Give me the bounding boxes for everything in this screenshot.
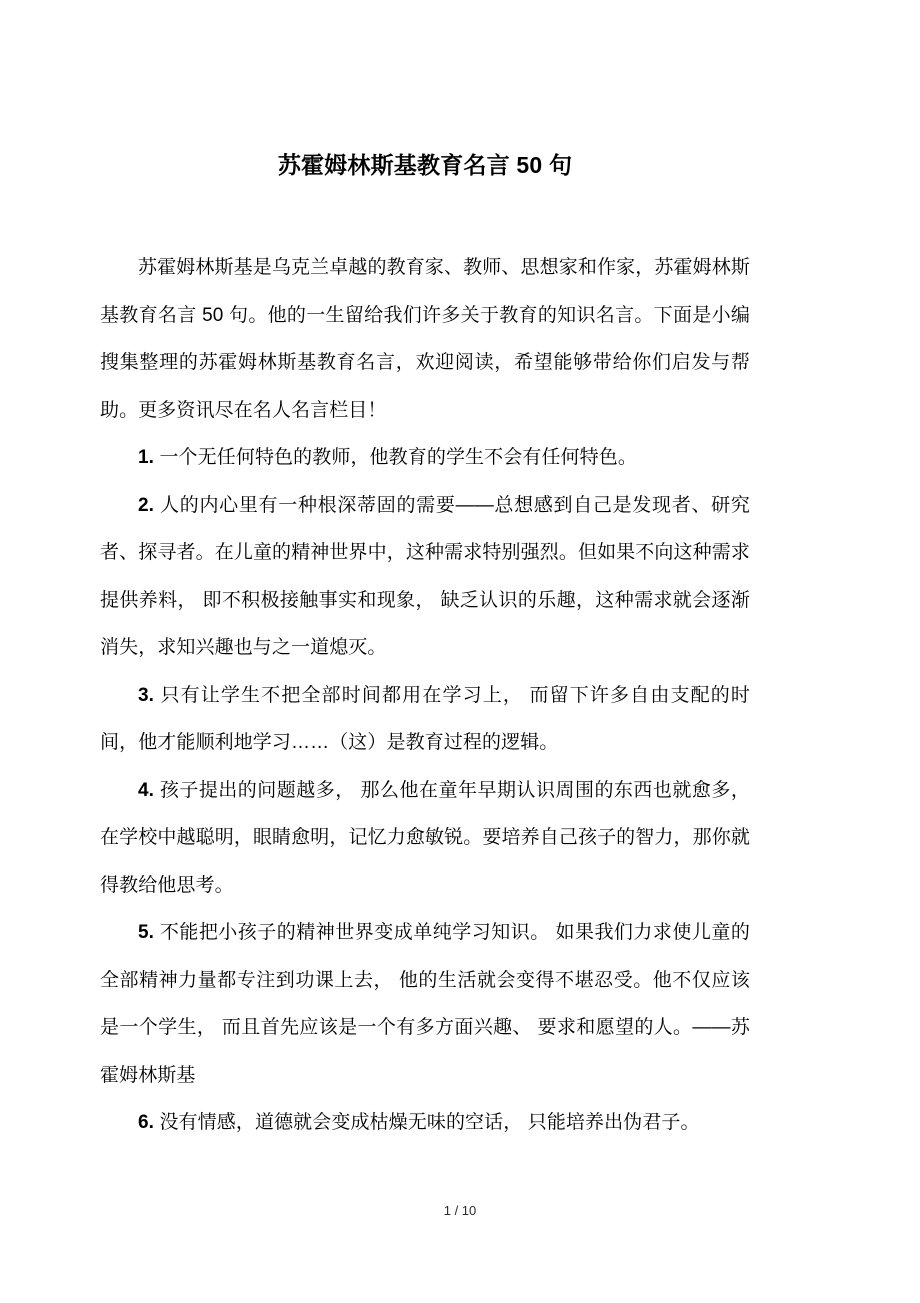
quote-item	[100, 767, 750, 910]
quote-number: 6.	[138, 1112, 155, 1133]
page-number-indicator: 1 / 10	[443, 1203, 477, 1218]
quote-number: 2.	[138, 494, 155, 516]
quote-number: 3.	[138, 684, 155, 706]
document-body	[100, 244, 750, 1147]
quote-number: 4.	[138, 779, 155, 801]
quote-item	[100, 1099, 750, 1147]
quote-item	[100, 672, 750, 767]
page-footer	[0, 1202, 920, 1220]
quote-text: 人的内心里有一种根深蒂固的需要——总想感到自己是发现者、研究者、探寻者。在儿童的精神世界中，这种需求特别强烈。但如果不向这种需求提供养料， 即不积极接触事实和现象， 缺乏认识的乐趣，这种需求就会逐渐消失，求知兴趣也与之一道熄灭。	[100, 494, 750, 658]
quote-text: 一个无任何特色的教师，他教育的学生不会有任何特色。	[159, 447, 637, 468]
quote-item	[100, 909, 750, 1099]
quote-text: 孩子提出的问题越多， 那么他在童年早期认识周围的东西也就愈多，在学校中越聪明，眼睛愈明，记忆力愈敏锐。要培养自己孩子的智力，那你就得教给他思考。	[100, 779, 750, 896]
quote-number: 5.	[138, 922, 155, 943]
intro-paragraph: 苏霍姆林斯基是乌克兰卓越的教育家、教师、思想家和作家，苏霍姆林斯基教育名言 50 句。他的一生留给我们许多关于教育的知识名言。下面是小编搜集整理的苏霍姆林斯基教育名言，欢迎阅读，希望能够带给你们启发与帮助。更多资讯尽在名人名言栏目！	[100, 257, 750, 421]
quote-item	[100, 482, 750, 672]
quote-number: 1.	[138, 447, 155, 468]
page-title: 苏霍姆林斯基教育名言 50 句	[277, 152, 573, 178]
quote-text: 只有让学生不把全部时间都用在学习上， 而留下许多自由支配的时间，他才能顺利地学习……（这）是教育过程的逻辑。	[100, 684, 750, 753]
document-content	[100, 0, 750, 1147]
quote-text: 没有情感，道德就会变成枯燥无味的空话， 只能培养出伪君子。	[159, 1112, 700, 1133]
quote-item	[100, 434, 750, 482]
quote-text: 不能把小孩子的精神世界变成单纯学习知识。 如果我们力求使儿童的全部精神力量都专注到功课上去， 他的生活就会变得不堪忍受。他不仅应该是一个学生， 而且首先应该是一个有多方面兴趣、 要求和愿望的人。——苏霍姆林斯基	[100, 922, 750, 1086]
